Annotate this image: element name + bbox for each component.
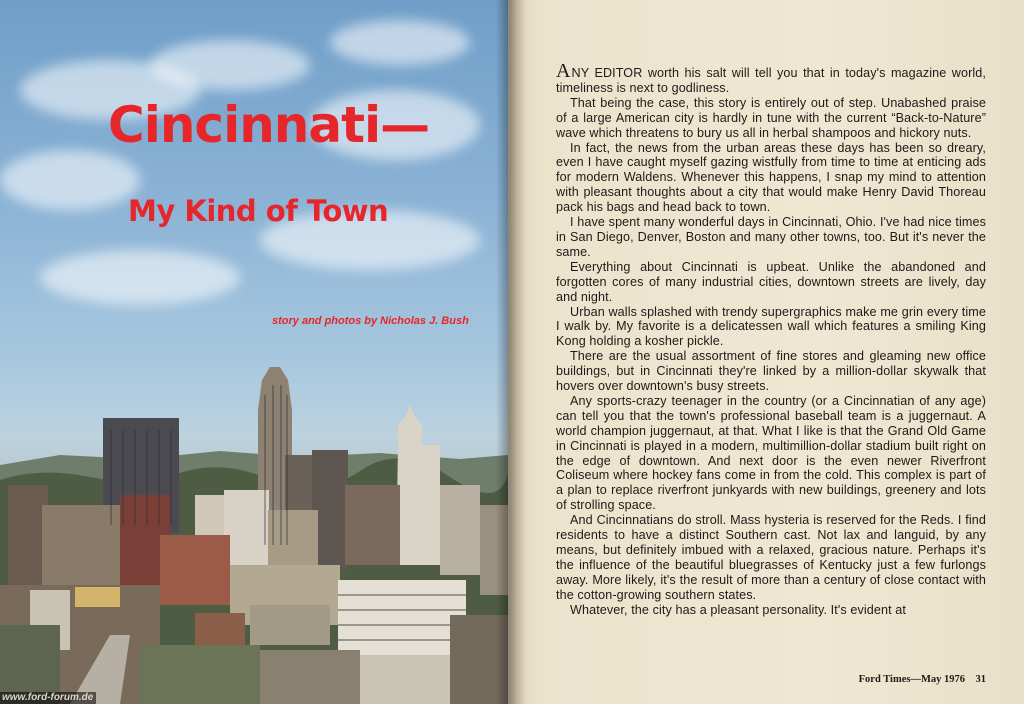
- article-paragraph: In fact, the news from the urban areas these days has been so dreary, even I have caught myself gazing wistfully from time to time at enticing ads for modern Waldens. Whenever this happens, I snap my mind to attention with pleasant thoughts about a city that would make Henry David Thoreau pack his bags and head back to town.: [556, 140, 986, 215]
- building: [260, 650, 360, 704]
- article-paragraph: [556, 60, 986, 96]
- building: [450, 615, 508, 704]
- watermark: www.ford-forum.de: [0, 692, 96, 704]
- building: [75, 587, 120, 607]
- building: [345, 485, 400, 565]
- city-skyline-photo: [0, 355, 508, 704]
- building: [160, 535, 230, 605]
- parking-garage: [338, 580, 466, 655]
- article-paragraph: Any sports-crazy teenager in the country (or a Cincinnatian of any age) can tell you that the town's professional baseball team is a juggernaut. A world champion juggernaut, at that. What I like is that the Grand Old Game in Cincinnati is played in a modern, multimillion-dollar stadium built right on the edge of downtown. And next door is the even newer Riverfront Coliseum where hockey fans come in from the cold. This complex is part of a plan to replace riverfront junkyards with new buildings, greenery and lots of strolling space.: [556, 393, 986, 513]
- cloud: [150, 40, 310, 90]
- article-paragraph: Whatever, the city has a pleasant personality. It's evident at: [570, 602, 906, 617]
- first-paragraph-text: NY EDITOR worth his salt will tell you that in today's magazine world, timeliness is next to godliness.: [556, 66, 986, 95]
- byline: story and photos by Nicholas J. Bush: [272, 315, 469, 327]
- article-paragraph: And Cincinnatians do stroll. Mass hysteria is reserved for the Reds. I find residents to have a distinct Southern cast. Not lax and languid, by any means, but definitely imbued with a relaxed, gracious nature. Perhaps it's the influence of the beautiful bluegrasses of Kentucky just a few furlongs away. More likely, it's the result of more than a century of close contact with the cotton-growing southern states.: [556, 513, 986, 602]
- article-body: [556, 60, 986, 618]
- right-page-text: [508, 0, 1024, 704]
- page-footer: [859, 674, 986, 685]
- article-paragraph: There are the usual assortment of fine stores and gleaming new office buildings, but in Cincinnati they're linked by a million-dollar skywalk that hovers over downtown's busy streets.: [556, 349, 986, 394]
- article-paragraph: That being the case, this story is entirely out of step. Unabashed praise of a large American city is hardly in tune with the current “Back-to-Nature” wave which threatens to bury us all in herbal shampoos and hickory nuts.: [556, 95, 986, 140]
- cloud: [0, 150, 140, 210]
- left-page-photo: [0, 0, 508, 704]
- article-title: Cincinnati—: [108, 96, 430, 154]
- building: [250, 605, 330, 645]
- article-paragraph: Urban walls splashed with trendy supergraphics make me grin every time I walk by. My favorite is a delicatessen wall which features a smiling King Kong holding a kosher pickle.: [556, 304, 986, 349]
- cloud: [330, 20, 470, 65]
- building: [440, 485, 480, 575]
- publication-line: Ford Times—May 1976: [858, 674, 965, 685]
- article-paragraph: Everything about Cincinnati is upbeat. Unlike the abandoned and forgotten cores of many industrial cities, downtown streets are lively, day and night.: [556, 259, 986, 304]
- cloud: [40, 250, 240, 305]
- article-subtitle: My Kind of Town: [128, 194, 389, 228]
- building: [140, 645, 260, 704]
- drop-cap: A: [556, 60, 571, 82]
- building: [480, 505, 508, 595]
- central-trust-tower: [396, 405, 440, 565]
- page-number: 31: [975, 674, 986, 685]
- article-paragraph: I have spent many wonderful days in Cincinnati, Ohio. I've had nice times in San Diego, Denver, Boston and many other towns, too. But it's never the same.: [556, 215, 986, 259]
- building: [360, 655, 450, 704]
